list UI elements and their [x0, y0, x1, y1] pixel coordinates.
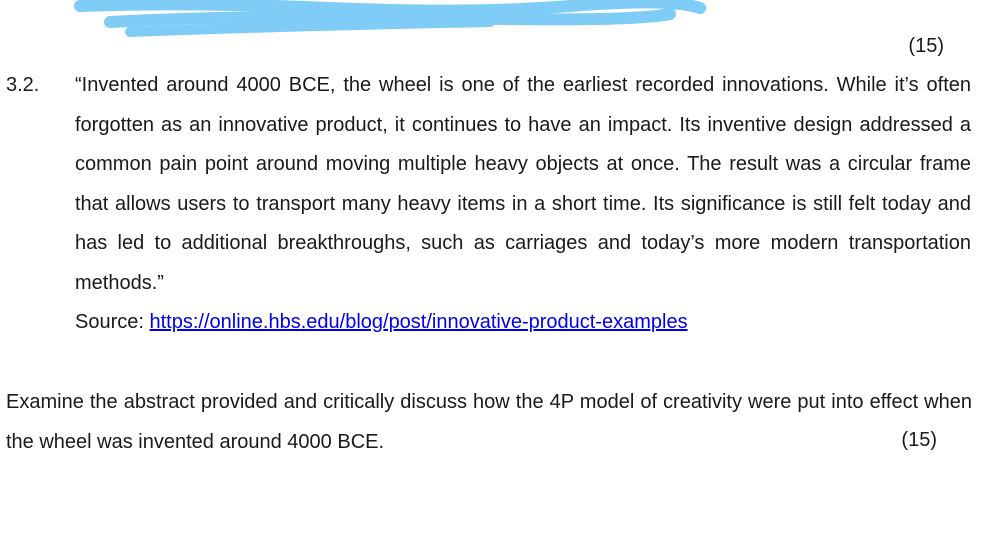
- question-number: 3.2.: [6, 74, 40, 96]
- source-link[interactable]: https://online.hbs.edu/blog/post/innovative-product-examples: [149, 311, 688, 333]
- source-label: Source:: [75, 311, 144, 333]
- question-quote: “Invented around 4000 BCE, the wheel is one of the earliest recorded innovations. While it’s often forgotten as an innovative product, it continues to have an impact. Its inventive design addressed a common pain point around moving multiple heavy objects at once. The result was a circular frame that allows users to transport many heavy items in a short time. Its significance is still felt today and has led to additional breakthroughs, such as carriages and today’s more modern transportation methods.”: [75, 74, 971, 294]
- source-line: [75, 310, 688, 334]
- marks-bottom: (15): [901, 429, 937, 451]
- redaction-scribble: [70, 0, 710, 40]
- question-instruction: Examine the abstract provided and critically discuss how the 4P model of creativity were put into effect when the wheel was invented around 4000 BCE.: [6, 391, 972, 453]
- marks-top: (15): [908, 35, 944, 57]
